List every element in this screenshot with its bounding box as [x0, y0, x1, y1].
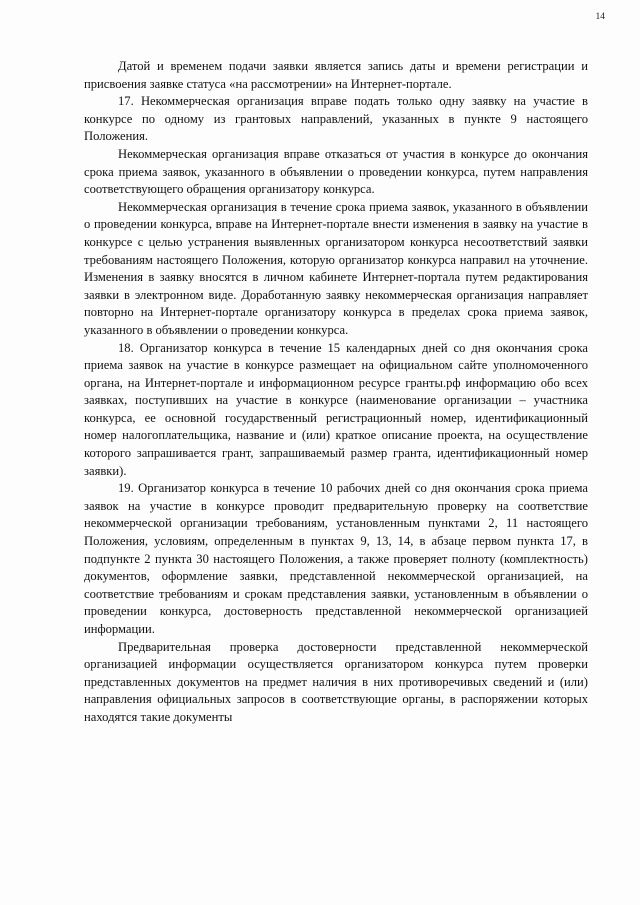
body-text [84, 58, 588, 727]
paragraph: Некоммерческая организация в течение срока приема заявок, указанного в объявлении о проведении конкурса, вправе на Интернет-портале внести изменения в заявку на участие в конкурсе с целью устранения выявленных организатором конкурса несоответствий заявки требованиям настоящего Положения, которую организатор конкурса направил на уточнение. Изменения в заявку вносятся в личном кабинете Интернет-портала путем редактирования заявки в электронном виде. Доработанную заявку некоммерческая организация направляет повторно на Интернет-портале организатору конкурса в пределах срока приема заявок, указанного в объявлении о проведении конкурса. [84, 199, 588, 337]
paragraph: Датой и временем подачи заявки является запись даты и времени регистрации и присвоения заявке статуса «на рассмотрении» на Интернет-портале. [84, 59, 588, 91]
paragraph: 17. Некоммерческая организация вправе подать только одну заявку на участие в конкурсе по одному из грантовых направлений, указанных в пункте 9 настоящего Положения. [84, 94, 588, 144]
paragraph: 19. Организатор конкурса в течение 10 рабочих дней со дня окончания срока приема заявок на участие в конкурсе проводит предварительную проверку на соответствие некоммерческой организации требованиям, установленным пунктами 2, 11 настоящего Положения, условиям, определенным в пунктах 9, 13, 14, в абзаце первом пункта 17, в подпункте 2 пункта 30 настоящего Положения, а также проверяет полноту (комплектность) документов, оформление заявки, представленной некоммерческой организацией, на соответствие требованиям и срокам представления заявки, установленным в объявлении о проведении конкурса, достоверность представленной некоммерческой организацией информации. [84, 481, 588, 636]
page-number: 14 [595, 12, 605, 22]
paragraph: Предварительная проверка достоверности представленной некоммерческой организацией информации осуществляется организатором конкурса путем проверки представленных документов на предмет наличия в них противоречивых сведений и (или) направления официальных запросов в соответствующие органы, в распоряжении которых находятся такие документы [84, 639, 588, 724]
paragraph: Некоммерческая организация вправе отказаться от участия в конкурсе до окончания срока приема заявок, указанного в объявлении о проведении конкурса, путем направления соответствующего обращения организатору конкурса. [84, 146, 588, 197]
paragraph: 18. Организатор конкурса в течение 15 календарных дней со дня окончания срока приема заявок на участие в конкурсе размещает на официальном сайте уполномоченного органа, на Интернет-портале и информационном ресурсе гранты.рф информацию обо всех заявках, поступивших на участие в конкурсе (наименование организации – участника конкурса, ее основной государственный регистрационный номер, идентификационный номер налогоплательщика, название и (или) краткое описание проекта, на осуществление которого запрашивается грант, запрашиваемый размер гранта, идентификационный номер заявки). [84, 340, 588, 478]
